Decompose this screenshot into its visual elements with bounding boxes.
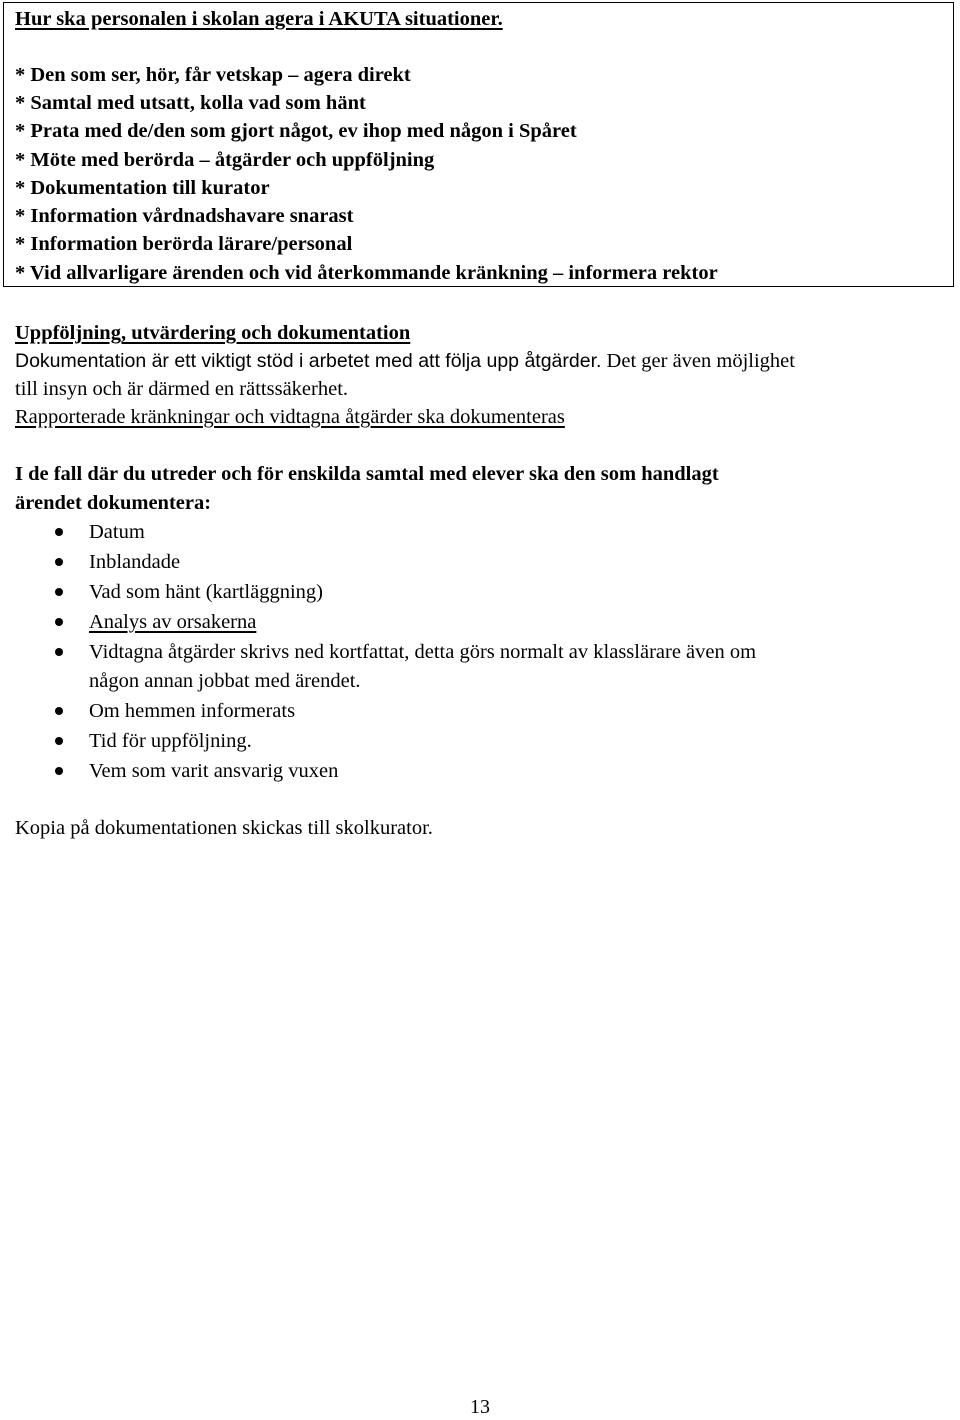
bullet-icon bbox=[55, 528, 63, 536]
followup-paragraph-sans: Dokumentation är ett viktigt stöd i arbetet med att följa upp åtgärder. bbox=[15, 350, 602, 372]
bullet-icon bbox=[55, 767, 63, 775]
page-number: 13 bbox=[470, 1396, 490, 1418]
followup-heading: Uppföljning, utvärdering och dokumentation bbox=[15, 322, 411, 344]
individual-heading-line1: I de fall där du utreder och för enskilda samtal med elever ska den som handlagt bbox=[15, 463, 719, 485]
bullet-icon bbox=[55, 588, 63, 596]
followup-paragraph-line2: till insyn och är därmed en rättssäkerhet. bbox=[15, 378, 349, 400]
followup-paragraph-serif: Det ger även möjlighet bbox=[601, 350, 795, 372]
box-item: * Information berörda lärare/personal bbox=[15, 233, 353, 255]
box-item: * Vid allvarligare ärenden och vid återkommande kränkning – informera rektor bbox=[15, 262, 718, 284]
individual-heading-line2: ärendet dokumentera: bbox=[15, 492, 212, 514]
bullet-icon bbox=[55, 558, 63, 566]
followup-underlined-statement: Rapporterade kränkningar och vidtagna åtgärder ska dokumenteras bbox=[15, 406, 565, 428]
box-item: * Möte med berörda – åtgärder och uppföljning bbox=[15, 149, 435, 171]
list-item-continuation: någon annan jobbat med ärendet. bbox=[89, 670, 361, 692]
box-title: Hur ska personalen i skolan agera i AKUTA situationer. bbox=[15, 8, 503, 30]
box-item: * Dokumentation till kurator bbox=[15, 177, 270, 199]
box-item: * Samtal med utsatt, kolla vad som hänt bbox=[15, 92, 366, 114]
box-item: * Den som ser, hör, får vetskap – agera direkt bbox=[15, 64, 411, 86]
box-item: * Information vårdnadshavare snarast bbox=[15, 205, 354, 227]
bullet-icon bbox=[55, 618, 63, 626]
bullet-icon bbox=[55, 707, 63, 715]
box-item: * Prata med de/den som gjort något, ev ihop med någon i Spåret bbox=[15, 120, 577, 142]
followup-paragraph-line1 bbox=[15, 348, 795, 374]
bullet-icon bbox=[55, 648, 63, 656]
bullet-icon bbox=[55, 737, 63, 745]
footer-note: Kopia på dokumentationen skickas till skolkurator. bbox=[15, 817, 433, 839]
